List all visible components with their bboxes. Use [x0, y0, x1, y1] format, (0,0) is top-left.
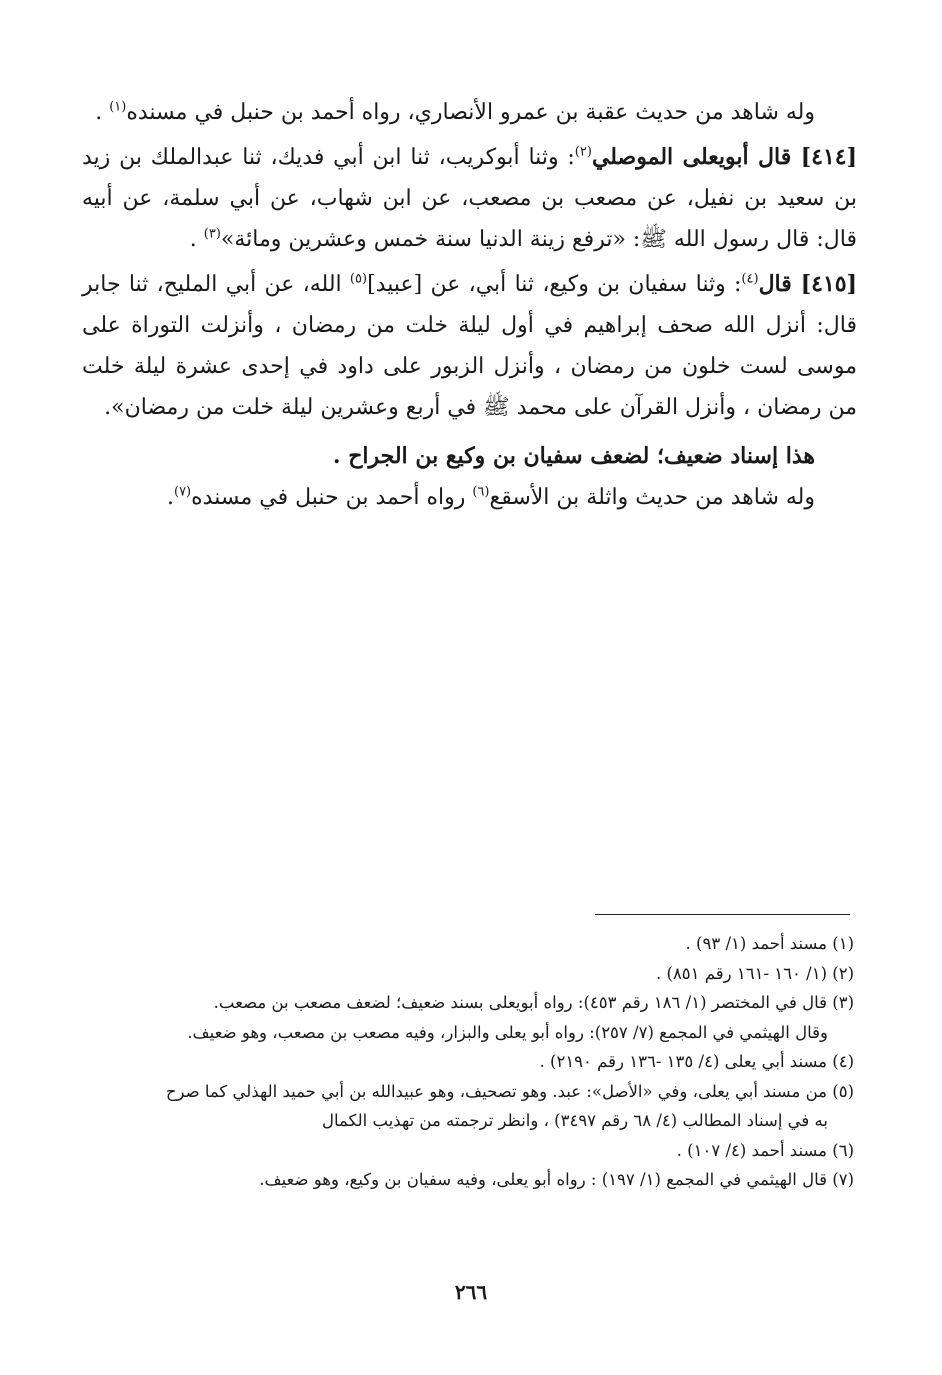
- footnote-ref: (٥): [349, 271, 368, 287]
- footnote-4: (٤) مسند أبي يعلى (٤/ ١٣٥ -١٣٦ رقم ٢١٩٠) .: [539, 1052, 854, 1071]
- hadith-415: [82, 264, 857, 428]
- footnote-5-continued: به في إسناد المطالب (٤/ ٦٨ رقم ٣٤٩٧) ، وانظر ترجمته من تهذيب الكمال: [321, 1111, 828, 1130]
- footnotes: [84, 929, 854, 1195]
- footnote-3-continued: وقال الهيثمي في المجمع (٧/ ٢٥٧): رواه أبو يعلى والبزار، وفيه مصعب بن مصعب، وهو ضعيف.: [187, 1022, 828, 1042]
- page-number: ٢٦٦: [454, 1280, 488, 1304]
- hadith-heading: [٤١٤] قال أبويعلى الموصلي: [591, 144, 858, 170]
- hadith-text: : وثنا أبوكريب، ثنا ابن أبي فديك، ثنا عبدالملك بن زيد بن سعيد بن نفيل، عن مصعب بن مصعب، عن ابن شهاب، عن أبي سلمة، عن أبيه قال: قال رسول الله ﷺ: «ترفع زينة الدنيا سنة خمس وعشرين ومائة»: [82, 145, 857, 252]
- hadith-heading: [٤١٥] قال: [758, 271, 857, 297]
- footnote-6: (٦) مسند أحمد (٤/ ١٠٧) .: [676, 1140, 854, 1160]
- footnote-7: (٧) قال الهيثمي في المجمع (١/ ١٩٧) : رواه أبو يعلى، وفيه سفيان بن وكيع، وهو ضعيف.: [259, 1170, 854, 1189]
- hadith-text: : وثنا سفيان بن وكيع، ثنا أبي، عن [عبيد]: [367, 272, 742, 297]
- paragraph-witness-wathila: وله شاهد من حديث واثلة بن الأسقع$^{(٦)}$ رواه أحمد بن حنبل في مسنده$^{(٧)}$.: [166, 484, 815, 510]
- paragraph-witness-uqba: وله شاهد من حديث عقبة بن عمرو الأنصاري، رواه أحمد بن حنبل في مسنده$^{(١)}$ .: [95, 99, 815, 125]
- footnote-ref: (٣): [203, 226, 221, 242]
- footnote-ref: (٧): [173, 484, 192, 500]
- isnad-conclusion: هذا إسناد ضعيف؛ لضعف سفيان بن وكيع بن الجراح .: [332, 443, 815, 469]
- footnote-ref: (١): [109, 99, 127, 115]
- footnote-ref: (٢): [574, 144, 592, 160]
- hadith-text: الله، عن أبي المليح، ثنا جابر قال: أنزل الله صحف إبراهيم في أول ليلة خلت من رمضان ، وأنزلت التوراة على موسى لست خلون من رمضان ، وأنزل الزبور على داود في إحدى عشرة ليلة خلت من رمضان ، وأنزل القرآن على محمد ﷺ في أربع وعشرين ليلة خلت من رمضان».: [82, 272, 857, 420]
- footnote-2: (٢) (١/ ١٦٠ -١٦١ رقم ٨٥١) .: [656, 963, 854, 983]
- hadith-414: [٤١٤] قال أبويعلى الموصلي$^{(٢)}$: وثنا أبوكريب، ثنا ابن أبي فديك، ثنا عبدالملك بن زيد بن سعيد بن نفيل، عن مصعب بن مصعب، عن ابن شهاب، عن أبي سلمة، عن أبيه قال: قال رسول الله ﷺ: «ترفع زينة الدنيا سنة خمس وعشرين ومائة»$^{(٣)}$ .: [82, 144, 858, 252]
- main-text: [82, 92, 857, 518]
- footnote-3: (٣) قال في المختصر (١/ ١٨٦ رقم ٤٥٣): رواه أبويعلى بسند ضعيف؛ لضعف مصعب بن مصعب.: [213, 993, 854, 1012]
- footnote-ref: (٤): [741, 271, 759, 287]
- footnote-1: (١) مسند أحمد (١/ ٩٣) .: [685, 934, 854, 953]
- footnote-ref: (٦): [472, 484, 490, 500]
- footnote-divider: [595, 914, 850, 915]
- paragraph-text: وله شاهد من حديث عقبة بن عمرو الأنصاري، رواه أحمد بن حنبل في مسنده: [126, 100, 815, 125]
- footnote-5: (٥) من مسند أبي يعلى، وفي «الأصل»: عبد. وهو تصحيف، وهو عبيدالله بن أبي حميد الهذلي كما صرح: [165, 1081, 854, 1101]
- paragraph-text: رواه أحمد بن حنبل في مسنده: [191, 485, 473, 510]
- paragraph-text: وله شاهد من حديث واثلة بن الأسقع: [489, 485, 815, 510]
